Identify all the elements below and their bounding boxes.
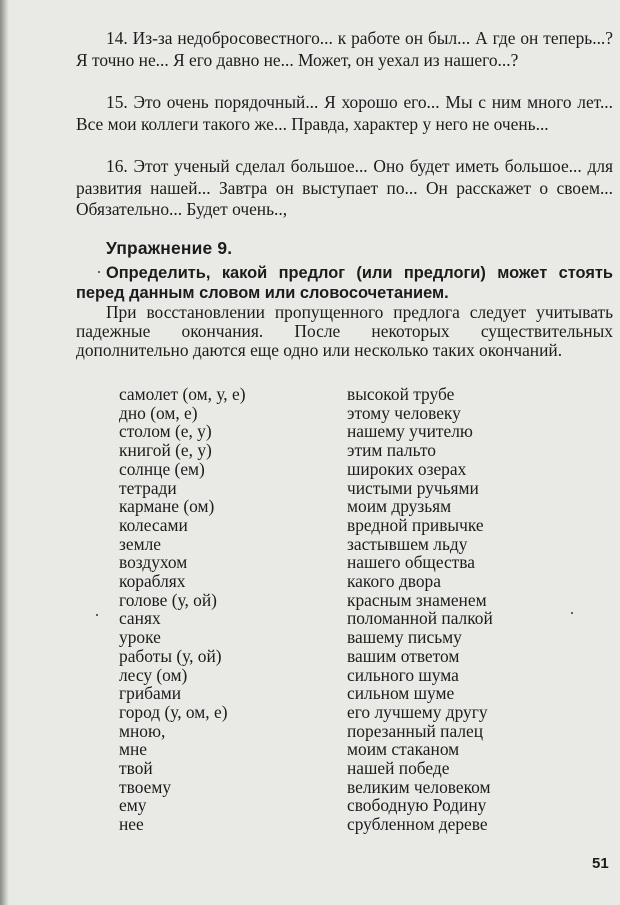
paragraph-14: 14. Из-за недобросовестного... к работе он был... А где он теперь...? Я точно не... Я его давно не... Может, он уехал из нашего...? <box>76 28 613 70</box>
word-item: город (у, ом, е) <box>119 701 228 722</box>
word-item: сильном шуме <box>347 683 455 704</box>
word-item: книгой (е, у) <box>119 440 212 461</box>
word-item: красным знаменем <box>347 589 487 610</box>
word-item: нашей победе <box>347 758 450 779</box>
word-item: порезанный палец <box>347 720 484 741</box>
word-item: срубленном дереве <box>347 814 488 835</box>
word-item: дно (ом, е) <box>119 402 198 423</box>
word-item: моим друзьям <box>347 496 452 517</box>
word-item: поломанной палкой <box>347 608 493 629</box>
word-item: воздухом <box>119 552 188 573</box>
word-item: кораблях <box>119 571 186 592</box>
exercise-title: Упражнение 9. <box>106 238 233 258</box>
print-speck <box>571 612 573 614</box>
word-item: великим человеком <box>347 776 491 797</box>
word-item: чистыми ручьями <box>347 477 479 498</box>
word-item: ему <box>119 795 147 816</box>
word-item: моим стаканом <box>347 739 460 760</box>
word-item: широких озерах <box>347 458 467 479</box>
word-item: высокой трубе <box>347 384 455 404</box>
word-item: свободную Родину <box>347 795 487 816</box>
word-item: твоему <box>119 776 172 797</box>
print-speck <box>96 614 98 616</box>
word-item: нашему учителю <box>347 421 473 442</box>
exercise-intro: При восстановлении пропущенного предлога следует учитывать падежные окончания. После некоторых существительных дополнительно даются еще одно или несколько таких окончаний. <box>76 302 613 360</box>
word-item: мне <box>119 739 148 760</box>
word-item: мною, <box>119 720 166 741</box>
word-item: работы (у, ой) <box>119 645 222 666</box>
word-item: кармане (ом) <box>119 496 215 517</box>
word-item: этому человеку <box>347 402 461 423</box>
page-number: 51 <box>592 855 609 872</box>
word-item: земле <box>119 533 161 554</box>
word-item: какого двора <box>347 571 441 592</box>
word-item: твой <box>119 758 153 779</box>
word-item: сильного шума <box>347 664 459 685</box>
word-item: вредной привычке <box>347 514 484 535</box>
word-item: столом (е, у) <box>119 421 212 442</box>
word-item: вашим ответом <box>347 645 460 666</box>
word-item: его лучшему другу <box>347 701 488 722</box>
word-item: нашего общества <box>347 552 475 573</box>
word-item: колесами <box>119 514 188 535</box>
word-item: уроке <box>119 627 161 648</box>
paragraph-16: 16. Этот ученый сделал большое... Оно будет иметь большое... для развития нашей... Завтра он выступает по... Он расскажет о своем... Обязательно... Будет очень.., <box>76 156 613 219</box>
word-item: застывшем льду <box>347 533 468 554</box>
print-speck <box>98 271 100 273</box>
exercise-task: Определить, какой предлог (или предлоги) может стоять перед данным словом или словосочетанием. <box>76 264 613 302</box>
word-list-left <box>119 385 245 834</box>
word-list-right <box>347 385 493 834</box>
word-item: тетради <box>119 477 177 498</box>
word-item: грибами <box>119 683 182 704</box>
word-item: голове (у, ой) <box>119 589 217 610</box>
word-item: самолет (ом, у, е) <box>119 384 246 404</box>
word-item: лесу (ом) <box>119 664 188 685</box>
paragraph-15: 15. Это очень порядочный... Я хорошо его... Мы с ним много лет... Все мои коллеги такого же... Правда, характер у него не очень... <box>76 92 613 134</box>
word-item: этим пальто <box>347 440 436 461</box>
word-item: солнце (ем) <box>119 458 205 479</box>
word-item: вашему письму <box>347 627 462 648</box>
word-item: нее <box>119 814 144 835</box>
word-item: санях <box>119 608 161 629</box>
